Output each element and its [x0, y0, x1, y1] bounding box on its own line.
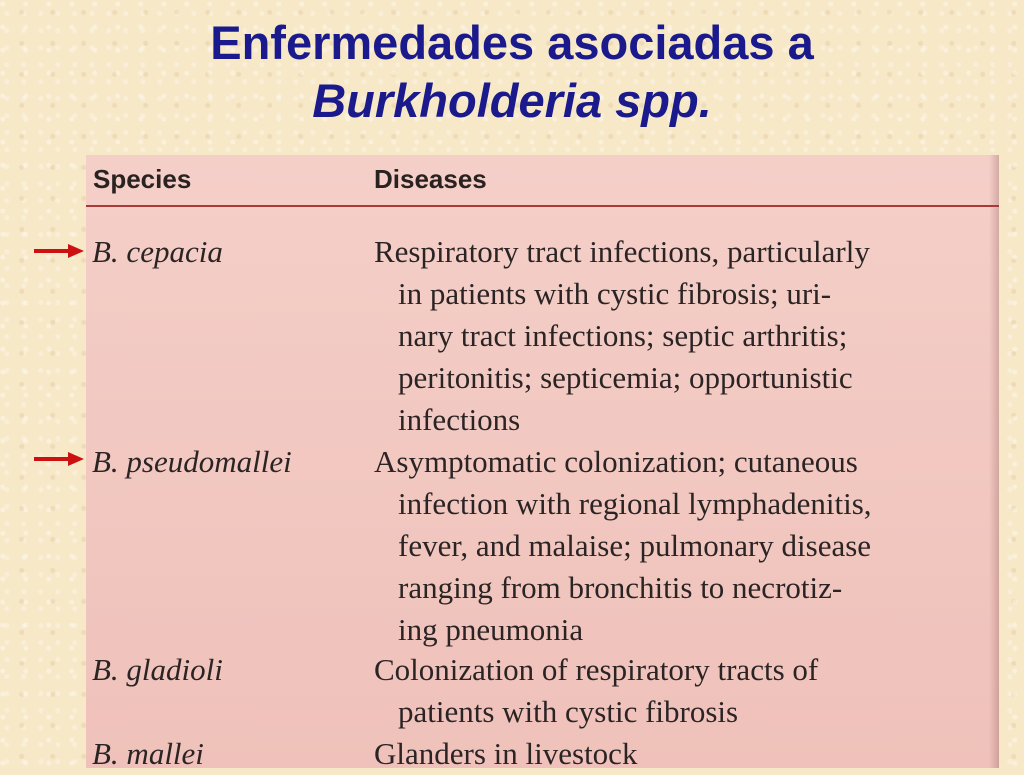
disease-line: infections	[398, 402, 521, 437]
right-arrow-icon	[34, 244, 84, 258]
disease-line: nary tract infections; septic arthritis;	[398, 318, 848, 353]
disease-line: Glanders in livestock	[374, 736, 638, 771]
species-name: B. mallei	[92, 736, 204, 771]
species-name: B. cepacia	[92, 234, 223, 269]
disease-line: in patients with cystic fibrosis; uri-	[398, 276, 832, 311]
column-header-species: Species	[93, 164, 192, 194]
disease-line: patients with cystic fibrosis	[398, 694, 739, 729]
species-disease-table	[86, 155, 999, 771]
disease-description	[374, 733, 994, 775]
disease-line: Respiratory tract infections, particularly	[374, 234, 870, 269]
slide-title-line2: Burkholderia spp.	[312, 74, 712, 127]
disease-line: Asymptomatic colonization; cutaneous	[374, 444, 858, 479]
disease-line: fever, and malaise; pulmonary disease	[398, 528, 872, 563]
slide-title	[0, 14, 1024, 130]
disease-description	[374, 231, 994, 441]
column-header-diseases: Diseases	[374, 164, 487, 194]
disease-line: ranging from bronchitis to necrotiz-	[398, 570, 843, 605]
disease-description	[374, 649, 994, 733]
disease-description	[374, 441, 994, 651]
right-arrow-icon	[34, 452, 84, 466]
header-divider	[86, 205, 999, 207]
slide-title-line1: Enfermedades asociadas a	[210, 16, 814, 69]
disease-line: infection with regional lymphadenitis,	[398, 486, 872, 521]
species-name: B. pseudomallei	[92, 444, 292, 479]
disease-line: peritonitis; septicemia; opportunistic	[398, 360, 853, 395]
species-name: B. gladioli	[92, 652, 223, 687]
disease-line: ing pneumonia	[398, 612, 584, 647]
disease-line: Colonization of respiratory tracts of	[374, 652, 819, 687]
